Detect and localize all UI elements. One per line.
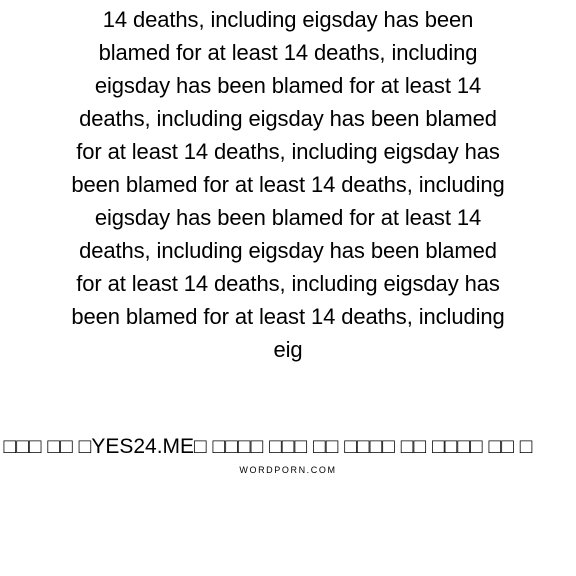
site-watermark: WORDPORN.COM (239, 465, 337, 475)
quote-line: 14 deaths, including eigsday has been (102, 7, 474, 32)
quote-line: eig (273, 337, 303, 362)
quote-line: been blamed for at least 14 deaths, including (71, 172, 505, 197)
quote-line: been blamed for at least 14 deaths, including (71, 304, 505, 329)
quote-text (48, 3, 528, 366)
quote-attribution (0, 433, 576, 461)
quote-line: deaths, including eigsday has been blamed (79, 106, 497, 131)
quote-line: deaths, including eigsday has been blamed (79, 238, 497, 263)
quote-line: eigsday has been blamed for at least 14 (94, 73, 482, 98)
quote-line: for at least 14 deaths, including eigsday has (76, 271, 500, 296)
quote-line: for at least 14 deaths, including eigsday has (76, 139, 500, 164)
quote-line: blamed for at least 14 deaths, including (98, 40, 478, 65)
attribution-text: □□□ □□ □YES24.ME□ □□□□ □□□ □□ □□□□ □□ □□□□ □□ □ (3, 435, 533, 458)
quote-line: eigsday has been blamed for at least 14 (94, 205, 482, 230)
